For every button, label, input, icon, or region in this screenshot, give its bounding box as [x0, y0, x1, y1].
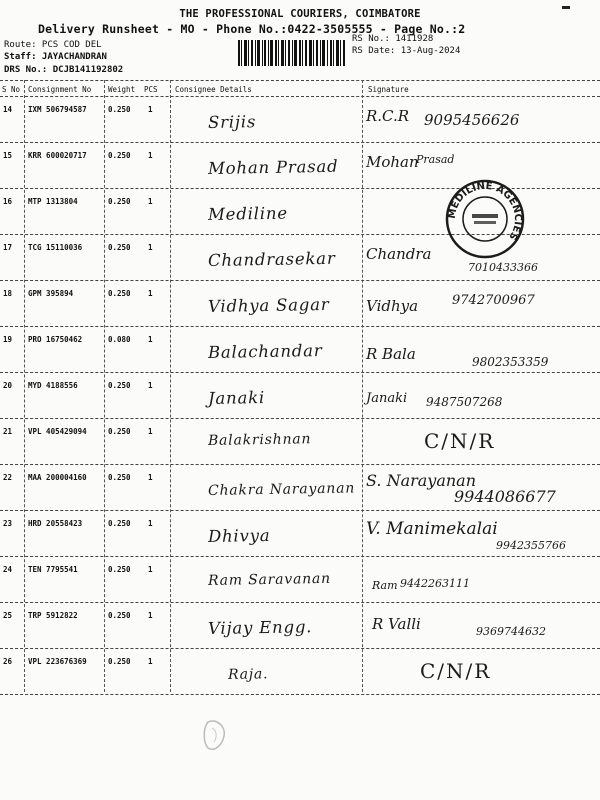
col-header-weight: Weight	[108, 85, 136, 94]
consignee-name: Vidhya Sagar	[207, 294, 330, 316]
table-row	[0, 557, 600, 603]
col-header-pcs: PCS	[144, 85, 158, 94]
consignee-name: Mediline	[207, 203, 289, 224]
row-weight: 0.250	[108, 427, 131, 436]
table-row	[0, 281, 600, 327]
rs-date: RS Date: 13-Aug-2024	[352, 46, 461, 56]
row-pcs: 1	[148, 519, 153, 528]
phone-number: 9944086677	[454, 487, 556, 506]
phone-number: 9742700967	[452, 293, 535, 308]
svg-text:MEDILINE AGENCIES	[447, 181, 523, 242]
row-pcs: 1	[148, 105, 153, 114]
row-sno: 24	[3, 565, 13, 574]
phone-number: 7010433366	[468, 261, 538, 274]
row-consignment: TCG 15110036	[28, 243, 83, 252]
row-sno: 14	[3, 105, 13, 114]
row-consignment: IXM 506794587	[28, 105, 87, 114]
phone-number: 9802353359	[472, 355, 549, 369]
signature: Janaki	[366, 391, 408, 406]
row-sno: 20	[3, 381, 13, 390]
row-weight: 0.250	[108, 289, 131, 298]
signature: S. Narayanan	[366, 471, 477, 490]
row-consignment: KRR 600020717	[28, 151, 87, 160]
company-stamp	[444, 178, 526, 260]
row-sno: 19	[3, 335, 13, 344]
phone-number: 9942355766	[496, 539, 566, 552]
table-row	[0, 649, 600, 695]
row-sno: 16	[3, 197, 13, 206]
consignee-name: Ram Saravanan	[207, 570, 332, 589]
row-consignment: GPM 395894	[28, 289, 74, 298]
barcode-image	[238, 40, 346, 66]
row-weight: 0.250	[108, 611, 131, 620]
row-consignment: PRO 16750462	[28, 335, 83, 344]
row-pcs: 1	[148, 197, 153, 206]
row-pcs: 1	[148, 335, 153, 344]
row-weight: 0.250	[108, 197, 131, 206]
row-sno: 26	[3, 657, 13, 666]
row-consignment: MTP 1313804	[28, 197, 78, 206]
signature: V. Manimekalai	[366, 519, 498, 539]
header-top-rule	[0, 80, 600, 81]
consignee-name: Mohan Prasad	[207, 156, 339, 178]
row-sno: 17	[3, 243, 13, 252]
paper-smudge	[202, 718, 230, 754]
table-row	[0, 327, 600, 373]
signature: Chandra	[366, 245, 432, 263]
row-pcs: 1	[148, 657, 153, 666]
consignee-name: Vijay Engg.	[207, 617, 313, 638]
phone-number: 9487507268	[426, 395, 503, 409]
phone-number: 9095456626	[424, 111, 520, 129]
signature: R Bala	[366, 345, 416, 363]
signature: Mohan	[366, 153, 419, 171]
signature: C/N/R	[424, 429, 496, 453]
row-consignment: HRD 20558423	[28, 519, 83, 528]
consignee-name: Raja.	[227, 666, 269, 683]
drs-label: DRS No.: DCJB141192802	[4, 65, 124, 75]
row-consignment: VPL 223676369	[28, 657, 87, 666]
row-weight: 0.250	[108, 243, 131, 252]
col-header-consignment: Consignment No	[28, 85, 92, 94]
consignee-name: Chakra Narayanan	[207, 480, 356, 499]
col-header-consignee: Consignee Details	[175, 85, 252, 94]
row-weight: 0.250	[108, 473, 131, 482]
consignee-name: Dhivya	[207, 525, 271, 546]
row-consignment: MAA 200004160	[28, 473, 87, 482]
consignee-name: Chandrasekar	[207, 248, 336, 270]
row-sno: 22	[3, 473, 13, 482]
signature: R.C.R	[366, 107, 410, 125]
row-pcs: 1	[148, 427, 153, 436]
signature: Ram	[372, 579, 398, 592]
signature: C/N/R	[420, 659, 492, 683]
row-consignment: TEN 7795541	[28, 565, 78, 574]
consignee-name: Srijis	[207, 112, 257, 132]
signature: R Valli	[372, 615, 421, 633]
consignee-name: Janaki	[207, 388, 266, 408]
row-sno: 21	[3, 427, 13, 436]
table-row	[0, 373, 600, 419]
route-label: Route: PCS COD DEL	[4, 40, 102, 50]
row-pcs: 1	[148, 611, 153, 620]
row-pcs: 1	[148, 289, 153, 298]
row-pcs: 1	[148, 151, 153, 160]
row-consignment: TRP 5912822	[28, 611, 78, 620]
row-weight: 0.080	[108, 335, 131, 344]
stamp-text: MEDILINE AGENCIES	[446, 180, 524, 242]
company-name: THE PROFESSIONAL COURIERS, COIMBATORE	[179, 8, 421, 20]
row-pcs: 1	[148, 243, 153, 252]
row-pcs: 1	[148, 381, 153, 390]
row-sno: 15	[3, 151, 13, 160]
row-weight: 0.250	[108, 381, 131, 390]
table-row	[0, 419, 600, 465]
row-pcs: 1	[148, 473, 153, 482]
row-sno: 25	[3, 611, 13, 620]
row-weight: 0.250	[108, 151, 131, 160]
row-weight: 0.250	[108, 105, 131, 114]
table-row	[0, 465, 600, 511]
row-weight: 0.250	[108, 565, 131, 574]
col-header-signature: Signature	[368, 85, 409, 94]
table-row	[0, 511, 600, 557]
row-weight: 0.250	[108, 657, 131, 666]
row-sno: 23	[3, 519, 13, 528]
rs-number: RS No.: 1411928	[352, 34, 434, 44]
phone-number: 9369744632	[476, 625, 546, 638]
row-pcs: 1	[148, 565, 153, 574]
table-row	[0, 603, 600, 649]
runsheet-title: Delivery Runsheet - MO - Phone No.:0422-3505555 - Page No.:2	[38, 22, 466, 36]
signature: Vidhya	[366, 297, 419, 315]
phone-number: 9442263111	[400, 577, 470, 590]
row-weight: 0.250	[108, 519, 131, 528]
consignee-name: Balakrishnan	[207, 431, 312, 449]
staff-label: Staff: JAYACHANDRAN	[4, 52, 107, 62]
table-row	[0, 97, 600, 143]
consignee-name: Balachandar	[207, 341, 323, 362]
row-sno: 18	[3, 289, 13, 298]
phone-number: Prasad	[416, 153, 455, 166]
row-consignment: MYD 4188556	[28, 381, 78, 390]
col-header-sno: S No	[2, 85, 21, 94]
row-consignment: VPL 405429094	[28, 427, 87, 436]
row-separator	[0, 694, 600, 695]
